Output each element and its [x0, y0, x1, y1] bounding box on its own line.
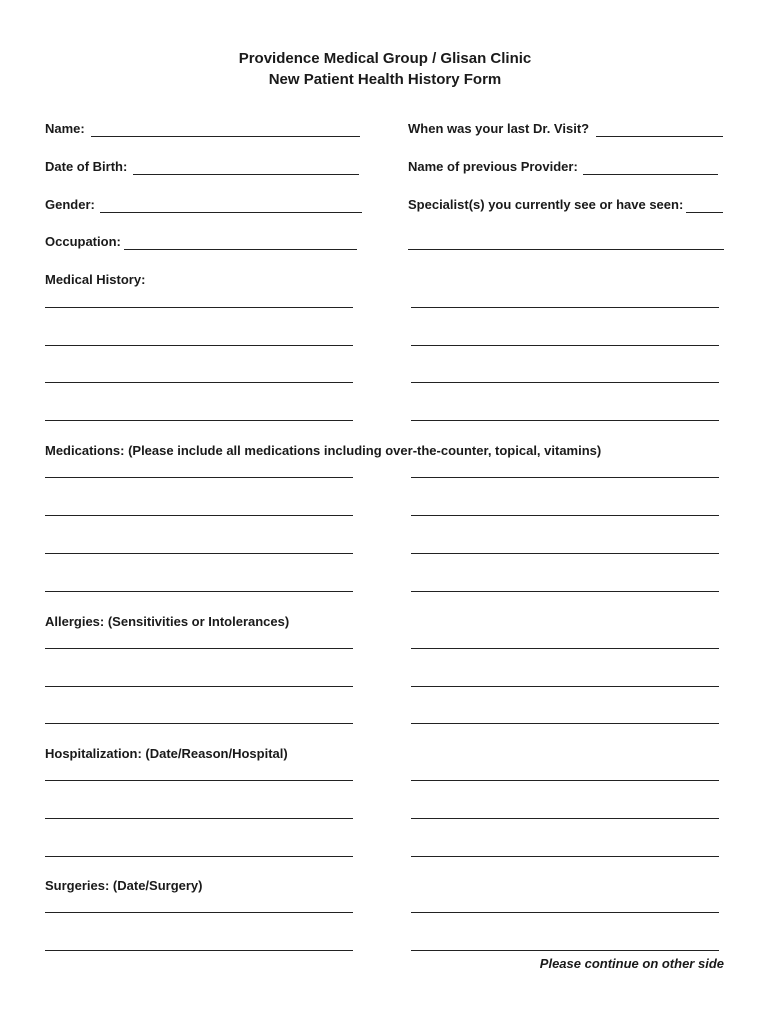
allergies-line-left[interactable] — [45, 723, 353, 724]
name-field[interactable] — [91, 136, 360, 137]
gender-label: Gender: — [45, 197, 95, 212]
allergies-line-right[interactable] — [411, 723, 719, 724]
surgeries-label: Surgeries: (Date/Surgery) — [45, 878, 203, 893]
medications-line-right[interactable] — [411, 515, 719, 516]
medical-history-line-right[interactable] — [411, 307, 719, 308]
medical-history-line-right[interactable] — [411, 420, 719, 421]
medications-line-left[interactable] — [45, 515, 353, 516]
dob-label: Date of Birth: — [45, 159, 128, 174]
hospitalization-line-left[interactable] — [45, 780, 353, 781]
last-visit-label: When was your last Dr. Visit? — [408, 121, 590, 136]
hospitalization-label: Hospitalization: (Date/Reason/Hospital) — [45, 746, 288, 761]
hospitalization-line-right[interactable] — [411, 818, 719, 819]
occupation-field[interactable] — [124, 249, 357, 250]
form-subtitle: New Patient Health History Form — [268, 71, 502, 88]
medications-label: Medications: (Please include all medications including over-the-counter, topical, vitamins) — [45, 443, 602, 458]
specialists-field-continued[interactable] — [408, 249, 724, 250]
allergies-line-right[interactable] — [411, 648, 719, 649]
medical-history-line-left[interactable] — [45, 345, 353, 346]
medical-history-label: Medical History: — [45, 272, 146, 287]
gender-field[interactable] — [100, 212, 362, 213]
medications-line-left[interactable] — [45, 553, 353, 554]
specialists-label: Specialist(s) you currently see or have seen: — [408, 197, 684, 212]
continue-note: Please continue on other side — [539, 956, 724, 971]
specialists-field[interactable] — [686, 212, 723, 213]
previous-provider-field[interactable] — [583, 174, 718, 175]
last-visit-field[interactable] — [596, 136, 723, 137]
occupation-label: Occupation: — [45, 234, 121, 249]
medical-history-line-left[interactable] — [45, 382, 353, 383]
form-title: Providence Medical Group / Glisan Clinic — [238, 50, 532, 67]
surgeries-line-right[interactable] — [411, 950, 719, 951]
medical-history-line-left[interactable] — [45, 420, 353, 421]
hospitalization-line-left[interactable] — [45, 856, 353, 857]
name-label: Name: — [45, 121, 85, 136]
allergies-line-left[interactable] — [45, 648, 353, 649]
medications-line-right[interactable] — [411, 553, 719, 554]
previous-provider-label: Name of previous Provider: — [408, 159, 578, 174]
hospitalization-line-left[interactable] — [45, 818, 353, 819]
medical-history-line-right[interactable] — [411, 382, 719, 383]
medications-line-left[interactable] — [45, 477, 353, 478]
medications-line-right[interactable] — [411, 477, 719, 478]
hospitalization-line-right[interactable] — [411, 856, 719, 857]
medications-line-right[interactable] — [411, 591, 719, 592]
allergies-label: Allergies: (Sensitivities or Intolerances) — [45, 614, 290, 629]
allergies-line-right[interactable] — [411, 686, 719, 687]
medical-history-line-right[interactable] — [411, 345, 719, 346]
surgeries-line-left[interactable] — [45, 912, 353, 913]
medications-line-left[interactable] — [45, 591, 353, 592]
dob-field[interactable] — [133, 174, 359, 175]
surgeries-line-left[interactable] — [45, 950, 353, 951]
medical-history-line-left[interactable] — [45, 307, 353, 308]
surgeries-line-right[interactable] — [411, 912, 719, 913]
hospitalization-line-right[interactable] — [411, 780, 719, 781]
allergies-line-left[interactable] — [45, 686, 353, 687]
